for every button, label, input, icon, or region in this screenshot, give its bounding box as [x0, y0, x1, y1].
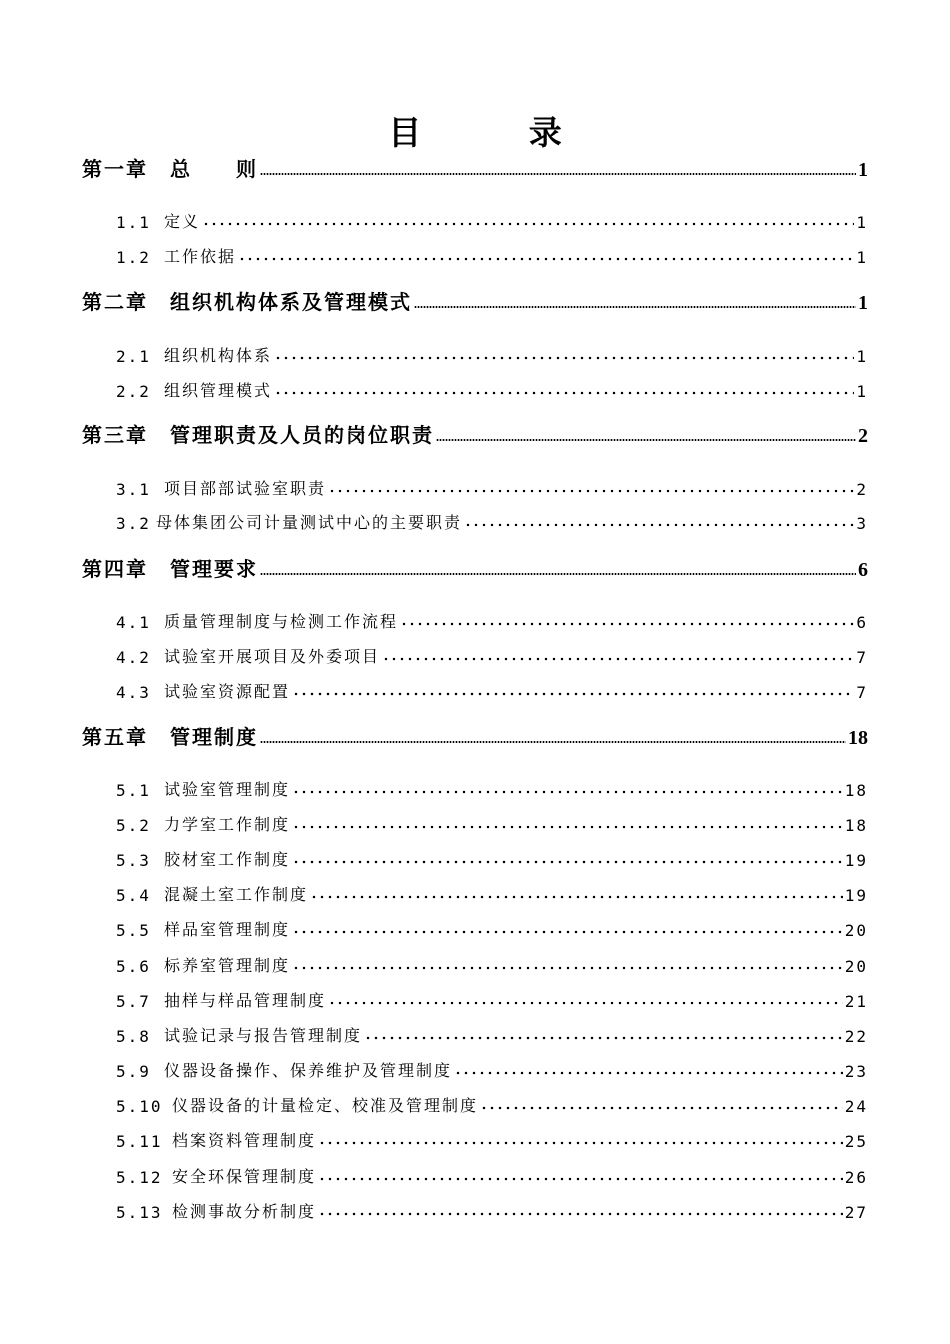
dot-leader — [238, 257, 854, 261]
section-number: 2.1 — [116, 347, 151, 366]
section-label: 试验室开展项目及外委项目 — [164, 647, 381, 666]
toc-section-5-5[interactable] — [0, 914, 950, 940]
section-number: 5.1 — [116, 781, 151, 800]
section-number: 5.5 — [116, 921, 151, 940]
dot-leader — [328, 1001, 843, 1005]
section-label: 试验室管理制度 — [164, 780, 291, 799]
toc-chapter-4[interactable] — [0, 552, 950, 582]
toc-chapter-5[interactable] — [0, 720, 950, 750]
dot-leader — [464, 523, 854, 527]
toc-section-3-1[interactable] — [0, 473, 950, 499]
section-label: 安全环保管理制度 — [172, 1167, 317, 1186]
section-number: 5.6 — [116, 957, 151, 976]
dot-leader — [480, 1106, 843, 1110]
section-number: 3.2 — [116, 514, 151, 533]
section-label: 质量管理制度与检测工作流程 — [164, 612, 399, 631]
dot-leader — [292, 825, 843, 829]
dot-leader — [318, 1177, 843, 1181]
toc-section-4-2[interactable] — [0, 641, 950, 667]
dot-leader — [454, 1071, 843, 1075]
toc-section-4-1[interactable] — [0, 606, 950, 632]
toc-chapter-2[interactable] — [0, 285, 950, 315]
section-number: 4.1 — [116, 613, 151, 632]
toc-section-2-2[interactable] — [0, 375, 950, 401]
section-number: 4.3 — [116, 683, 151, 702]
toc-section-5-6[interactable] — [0, 950, 950, 976]
section-page: 20 — [844, 957, 868, 976]
section-number: 4.2 — [116, 648, 151, 667]
dot-leader — [292, 966, 843, 970]
dot-leader — [400, 622, 854, 626]
dot-leader — [274, 356, 854, 360]
section-label: 组织机构体系 — [164, 346, 273, 365]
section-page: 18 — [844, 781, 868, 800]
toc-section-5-9[interactable] — [0, 1055, 950, 1081]
chapter-page: 2 — [858, 425, 868, 447]
dot-leader — [292, 930, 843, 934]
dot-leader — [364, 1036, 843, 1040]
section-page: 1 — [856, 213, 868, 232]
section-label: 样品室管理制度 — [164, 920, 291, 939]
chapter-label: 第三章 管理职责及人员的岗位职责 — [82, 423, 434, 447]
section-page: 21 — [844, 992, 868, 1011]
section-page: 7 — [856, 648, 868, 667]
section-number: 1.1 — [116, 213, 151, 232]
chapter-label: 第二章 组织机构体系及管理模式 — [82, 290, 412, 314]
dot-leader — [310, 895, 843, 899]
dot-leader — [414, 305, 856, 309]
section-label: 仪器设备的计量检定、校准及管理制度 — [172, 1096, 479, 1115]
dot-leader — [292, 692, 854, 696]
toc-title: 目 录 — [388, 113, 610, 152]
section-number: 5.7 — [116, 992, 151, 1011]
section-label: 抽样与样品管理制度 — [164, 991, 327, 1010]
dot-leader — [202, 222, 854, 226]
dot-leader — [292, 860, 843, 864]
section-number: 5.13 — [116, 1203, 163, 1222]
section-page: 19 — [844, 851, 868, 870]
section-number: 5.8 — [116, 1027, 151, 1046]
section-label: 档案资料管理制度 — [172, 1131, 317, 1150]
section-number: 5.4 — [116, 886, 151, 905]
chapter-page: 1 — [858, 159, 868, 181]
section-number: 3.1 — [116, 480, 151, 499]
toc-section-5-1[interactable] — [0, 774, 950, 800]
section-label: 母体集团公司计量测试中心的主要职责 — [156, 513, 463, 532]
chapter-label: 第五章 管理制度 — [82, 725, 258, 749]
toc-section-5-7[interactable] — [0, 985, 950, 1011]
toc-section-5-4[interactable] — [0, 879, 950, 905]
section-number: 5.2 — [116, 816, 151, 835]
section-page: 23 — [844, 1062, 868, 1081]
chapter-page: 6 — [858, 559, 868, 581]
section-label: 检测事故分析制度 — [172, 1202, 317, 1221]
dot-leader — [274, 391, 854, 395]
toc-chapter-3[interactable] — [0, 418, 950, 448]
section-number: 5.11 — [116, 1132, 163, 1151]
section-number: 5.12 — [116, 1168, 163, 1187]
toc-section-5-8[interactable] — [0, 1020, 950, 1046]
section-label: 仪器设备操作、保养维护及管理制度 — [164, 1061, 453, 1080]
toc-section-1-1[interactable] — [0, 206, 950, 232]
toc-section-5-11[interactable] — [0, 1125, 950, 1151]
dot-leader — [260, 172, 856, 176]
dot-leader — [318, 1141, 843, 1145]
dot-leader — [318, 1212, 843, 1216]
section-page: 7 — [856, 683, 868, 702]
chapter-label: 第四章 管理要求 — [82, 557, 258, 581]
section-page: 20 — [844, 921, 868, 940]
section-label: 力学室工作制度 — [164, 815, 291, 834]
section-label: 项目部部试验室职责 — [164, 479, 327, 498]
toc-section-3-2[interactable] — [0, 507, 950, 533]
section-page: 18 — [844, 816, 868, 835]
section-page: 3 — [856, 514, 868, 533]
toc-section-2-1[interactable] — [0, 340, 950, 366]
section-number: 5.9 — [116, 1062, 151, 1081]
toc-section-5-2[interactable] — [0, 809, 950, 835]
section-label: 试验记录与报告管理制度 — [164, 1026, 363, 1045]
dot-leader — [260, 572, 856, 576]
dot-leader — [260, 740, 846, 744]
section-page: 26 — [844, 1168, 868, 1187]
dot-leader — [382, 657, 854, 661]
section-page: 1 — [856, 347, 868, 366]
toc-chapter-1[interactable] — [0, 152, 950, 182]
dot-leader — [328, 489, 854, 493]
section-label: 定义 — [164, 212, 201, 231]
section-label: 混凝土室工作制度 — [164, 885, 309, 904]
section-page: 22 — [844, 1027, 868, 1046]
section-label: 标养室管理制度 — [164, 956, 291, 975]
section-page: 6 — [856, 613, 868, 632]
chapter-page: 1 — [858, 292, 868, 314]
section-page: 2 — [856, 480, 868, 499]
toc-section-5-3[interactable] — [0, 844, 950, 870]
toc-section-4-3[interactable] — [0, 676, 950, 702]
section-number: 1.2 — [116, 248, 151, 267]
section-label: 工作依据 — [164, 247, 237, 266]
section-number: 2.2 — [116, 382, 151, 401]
section-page: 24 — [844, 1097, 868, 1116]
section-page: 27 — [844, 1203, 868, 1222]
toc-section-5-13[interactable] — [0, 1196, 950, 1222]
chapter-page: 18 — [848, 727, 868, 749]
section-number: 5.3 — [116, 851, 151, 870]
section-page: 25 — [844, 1132, 868, 1151]
chapter-label: 第一章 总 则 — [82, 157, 258, 181]
section-label: 胶材室工作制度 — [164, 850, 291, 869]
dot-leader — [292, 790, 843, 794]
section-number: 5.10 — [116, 1097, 163, 1116]
toc-section-5-12[interactable] — [0, 1161, 950, 1187]
toc-section-5-10[interactable] — [0, 1090, 950, 1116]
section-page: 1 — [856, 248, 868, 267]
section-label: 组织管理模式 — [164, 381, 273, 400]
dot-leader — [436, 438, 856, 442]
section-page: 1 — [856, 382, 868, 401]
toc-section-1-2[interactable] — [0, 241, 950, 267]
section-label: 试验室资源配置 — [164, 682, 291, 701]
section-page: 19 — [844, 886, 868, 905]
